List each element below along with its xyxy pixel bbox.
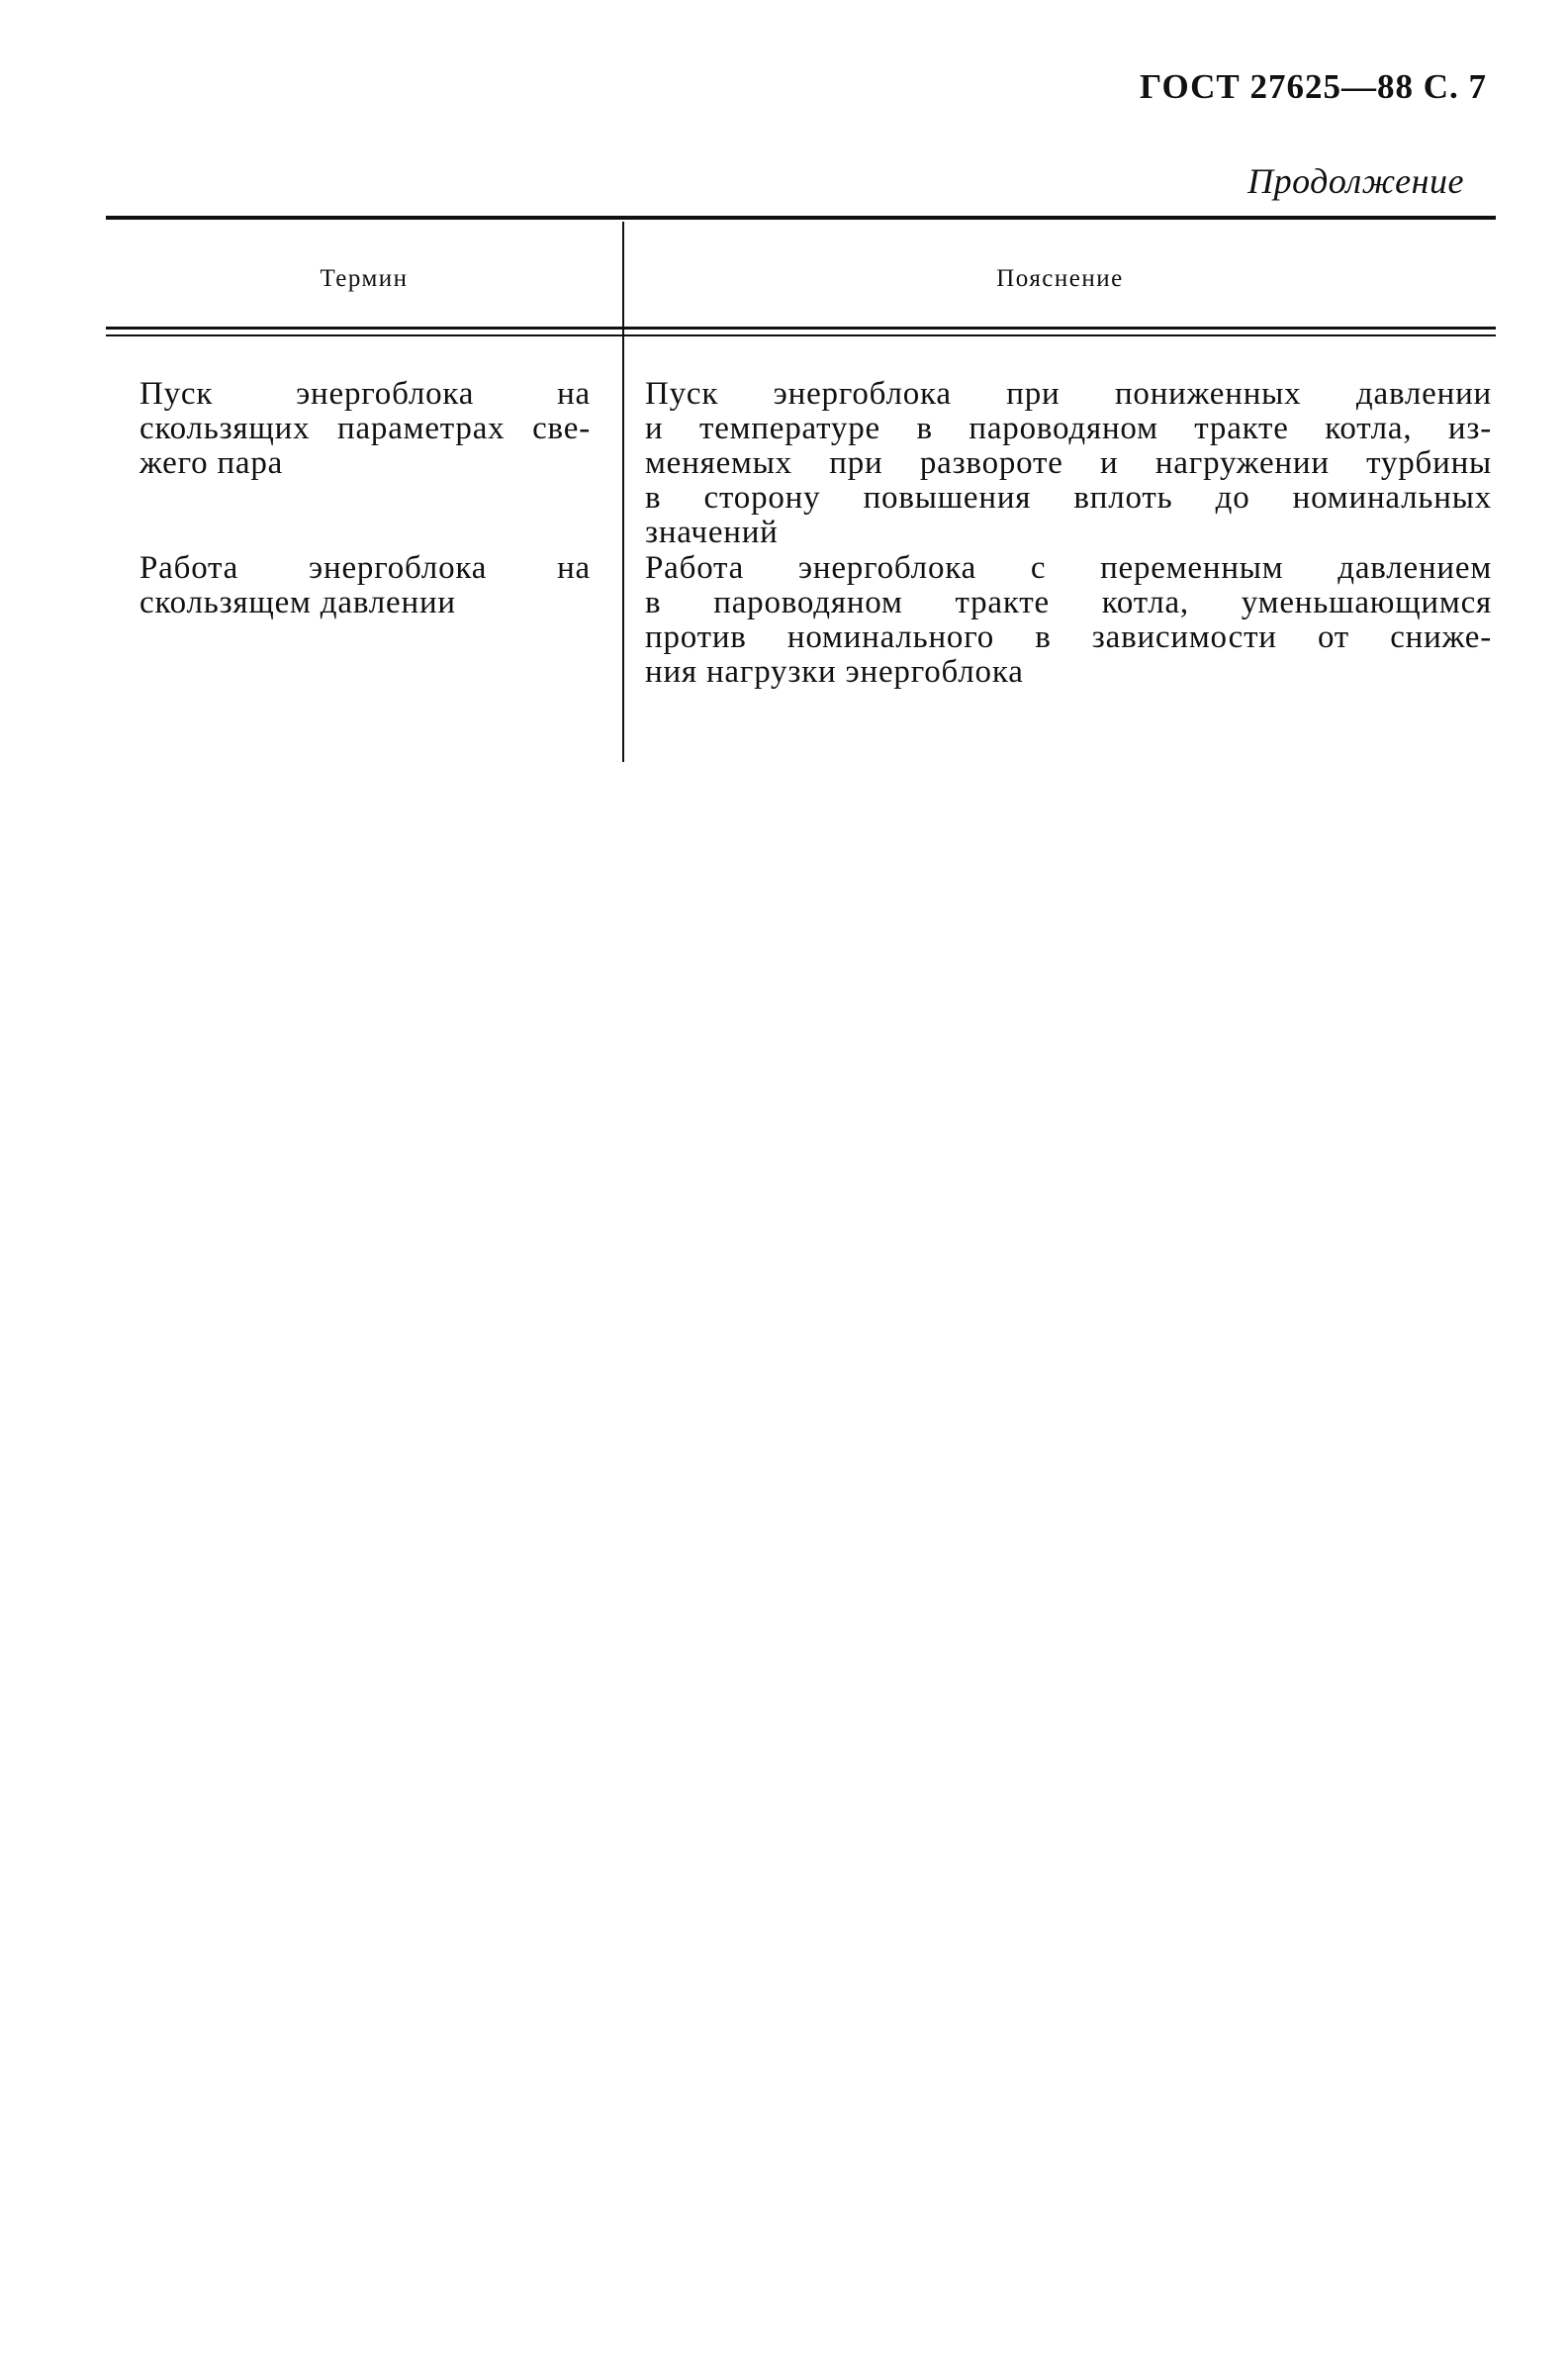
terms-table bbox=[106, 216, 1496, 760]
explanation-line: в пароводяном тракте котла, уменьшающимся bbox=[645, 585, 1492, 620]
table-row-explanation bbox=[645, 377, 1492, 550]
column-header-explanation: Пояснение bbox=[996, 265, 1124, 292]
table-row-explanation bbox=[645, 551, 1492, 690]
explanation-line: меняемых при развороте и нагружении турбины bbox=[645, 445, 1492, 481]
table-row-term bbox=[139, 551, 591, 620]
term-line: Работа энергоблока на bbox=[139, 550, 591, 586]
explanation-line: ния нагрузки энергоблока bbox=[645, 654, 1024, 690]
continuation-label: Продолжение bbox=[1247, 161, 1464, 201]
table-top-rule bbox=[106, 216, 1496, 220]
term-line: скользящих параметрах све- bbox=[139, 411, 591, 446]
explanation-line: значений bbox=[645, 515, 779, 550]
explanation-line: против номинального в зависимости от сниже- bbox=[645, 619, 1492, 655]
header-bottom-rule-2 bbox=[106, 334, 1496, 336]
explanation-line: Работа энергоблока с переменным давлением bbox=[645, 550, 1492, 586]
term-line: жего пара bbox=[139, 445, 284, 481]
explanation-line: и температуре в пароводяном тракте котла, из- bbox=[645, 411, 1492, 446]
column-divider bbox=[622, 222, 624, 762]
header-bottom-rule bbox=[106, 327, 1496, 330]
term-line: скользящем давлении bbox=[139, 585, 456, 620]
explanation-line: Пуск энергоблока при пониженных давлении bbox=[645, 376, 1492, 412]
table-row-term bbox=[139, 377, 591, 481]
explanation-line: в сторону повышения вплоть до номинальных bbox=[645, 480, 1492, 516]
term-line: Пуск энергоблока на bbox=[139, 376, 591, 412]
page-header: ГОСТ 27625—88 С. 7 bbox=[1140, 67, 1487, 106]
column-header-term: Термин bbox=[320, 265, 409, 292]
